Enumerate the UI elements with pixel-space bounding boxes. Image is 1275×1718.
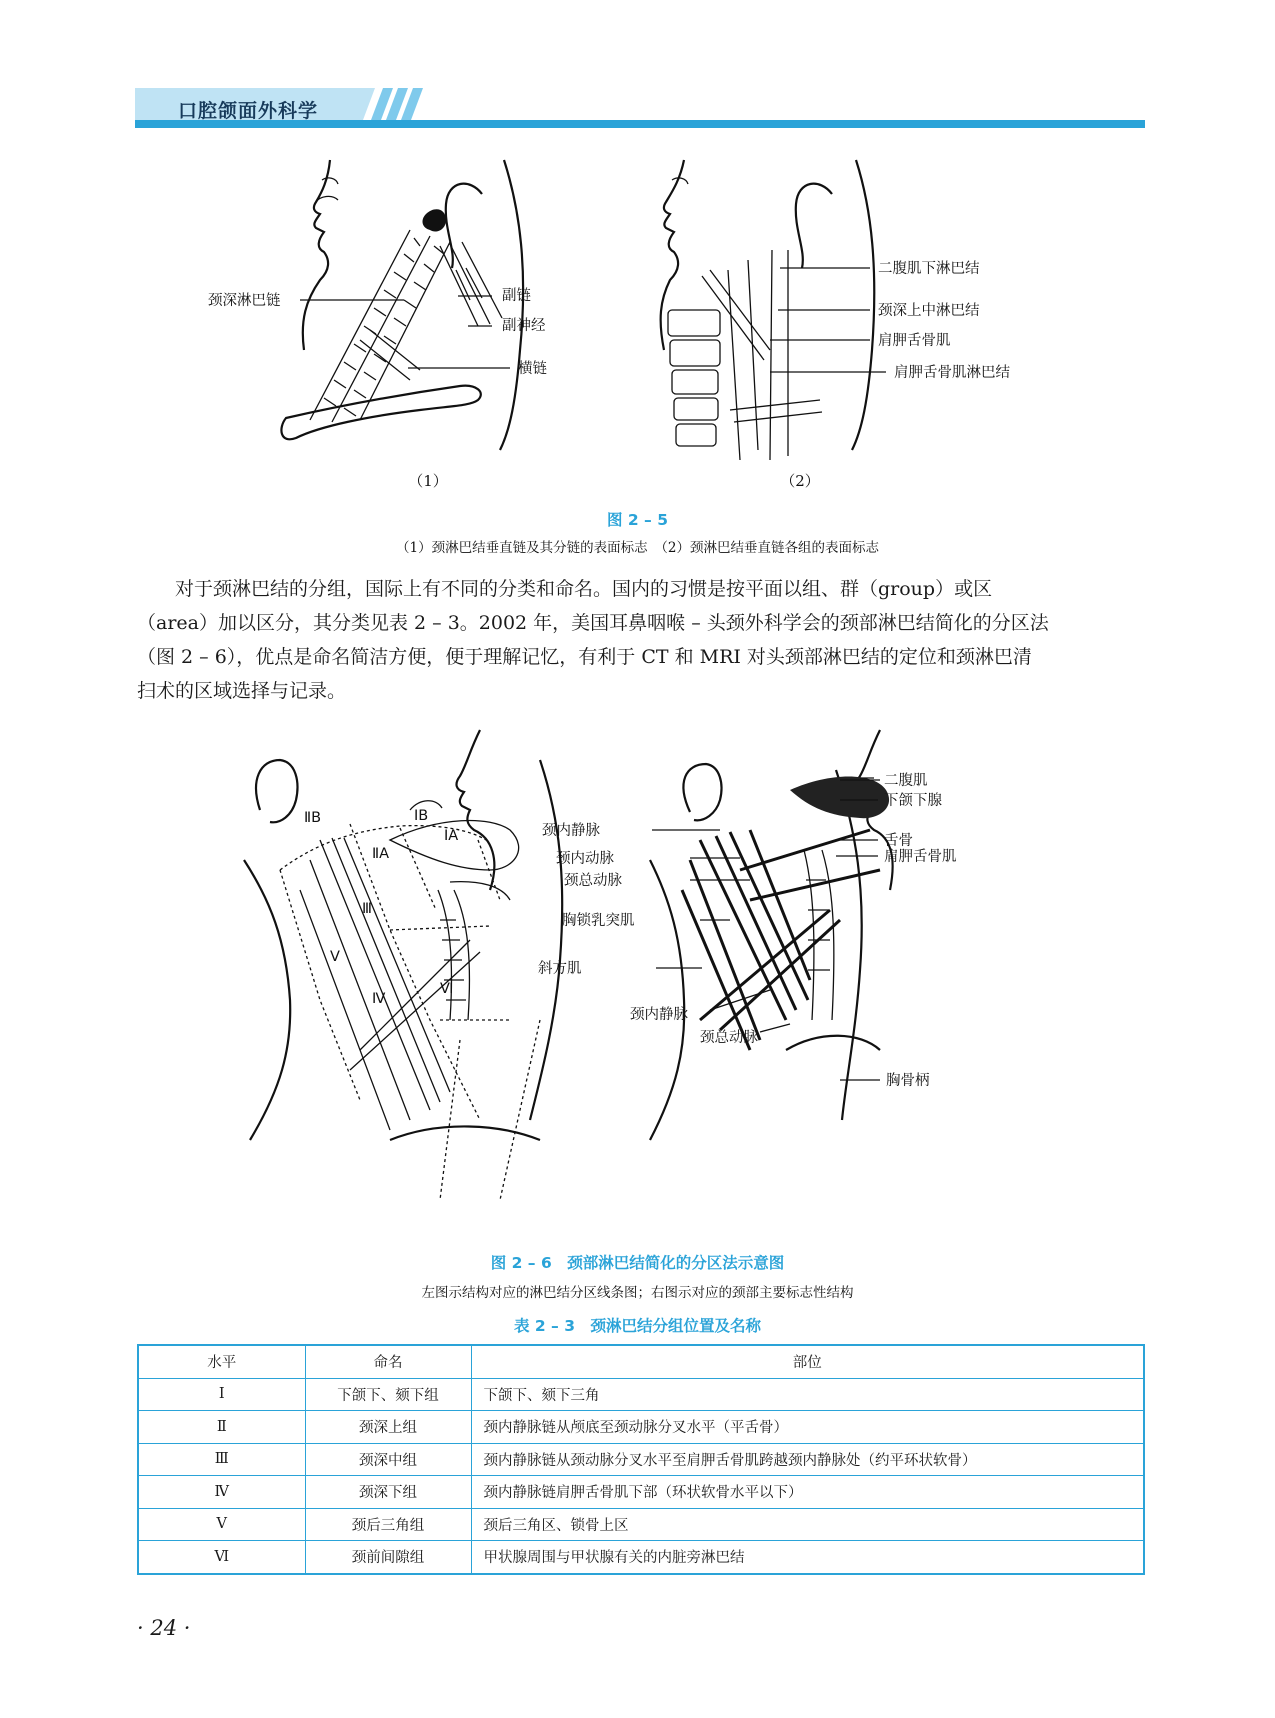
label-cc-artery-2: 颈总动脉 (700, 1030, 758, 1046)
table-row (138, 1541, 1144, 1574)
cell-name: 颈前间隙组 (305, 1541, 471, 1574)
cell-name: 颈深上组 (305, 1411, 471, 1444)
cell-name: 颈后三角组 (305, 1508, 471, 1541)
table-row (138, 1443, 1144, 1476)
cell-location: 甲状腺周围与甲状腺有关的内脏旁淋巴结 (471, 1541, 1144, 1574)
label-deep-chain: 颈深淋巴链 (208, 293, 281, 309)
sub-caption-2: （2） (780, 472, 820, 490)
table-row (138, 1508, 1144, 1541)
cell-location: 颈内静脉链肩胛舌骨肌下部（环状软骨水平以下） (471, 1476, 1144, 1509)
body-paragraph (137, 572, 1145, 708)
paragraph-line-1: 对于颈淋巴结的分组，国际上有不同的分类和命名。国内的习惯是按平面以组、群（group）或区 (175, 578, 993, 600)
level-V: Ⅴ (330, 949, 340, 965)
label-cc-artery: 颈总动脉 (564, 873, 622, 889)
table-row (138, 1411, 1144, 1444)
label-omohyoid: 肩胛舌骨肌 (878, 333, 951, 349)
page-number: · 24 · (137, 1616, 191, 1640)
figure-2-6-title: 图 2 – 6 颈部淋巴结简化的分区法示意图 (490, 1254, 785, 1272)
level-III: Ⅲ (362, 901, 372, 917)
cell-location: 颈后三角区、锁骨上区 (471, 1508, 1144, 1541)
table-row (138, 1476, 1144, 1509)
cell-level: Ⅳ (138, 1476, 305, 1509)
table-row (138, 1378, 1144, 1411)
cell-level: Ⅰ (138, 1378, 305, 1411)
cell-level: Ⅱ (138, 1411, 305, 1444)
header-location: 部位 (471, 1345, 1144, 1378)
paragraph-line-3: （图 2 – 6），优点是命名简洁方便，便于理解记忆，有利于 CT 和 MRI 对头颈部淋巴结的定位和颈淋巴清 (137, 646, 1032, 668)
cell-name: 颈深中组 (305, 1443, 471, 1476)
figure-2-5-left-illustration (208, 150, 580, 480)
sub-caption-1: （1） (408, 472, 448, 490)
label-submandibular: 下颌下腺 (884, 793, 942, 809)
level-VI: Ⅵ (440, 981, 454, 997)
cell-location: 下颌下、颏下三角 (471, 1378, 1144, 1411)
label-accessory-nerve: 副神经 (502, 318, 546, 334)
header-title: 口腔颌面外科学 (178, 100, 319, 122)
label-transverse-chain: 横链 (518, 361, 547, 377)
label-scm: 胸锁乳突肌 (562, 913, 635, 929)
level-IV: Ⅳ (372, 991, 386, 1007)
label-manubrium: 胸骨柄 (886, 1073, 930, 1089)
label-omohyoid-2: 肩胛舌骨肌 (884, 849, 957, 865)
label-trapezius: 斜方肌 (538, 961, 582, 977)
level-IA: ⅠA (444, 828, 459, 844)
cell-level: Ⅲ (138, 1443, 305, 1476)
paragraph-line-2: （area）加以区分，其分类见表 2 – 3。2002 年，美国耳鼻咽喉 – 头颈外科学会的颈部淋巴结简化的分区法 (137, 612, 1049, 634)
table-header-row (138, 1345, 1144, 1378)
cell-location: 颈内静脉链从颅底至颈动脉分叉水平（平舌骨） (471, 1411, 1144, 1444)
cell-name: 下颌下、颏下组 (305, 1378, 471, 1411)
figure-2-6-right-illustration (538, 720, 1060, 1190)
paragraph-line-4: 扫术的区域选择与记录。 (137, 680, 347, 702)
label-ij-vein-2: 颈内静脉 (630, 1007, 688, 1023)
figure-2-6-description: 左图示结构对应的淋巴结分区线条图；右图示对应的颈部主要标志性结构 (421, 1285, 854, 1301)
cell-level: Ⅵ (138, 1541, 305, 1574)
level-IIA: ⅡA (372, 846, 390, 862)
label-ij-vein: 颈内静脉 (542, 823, 600, 839)
lymph-node-table (137, 1344, 1145, 1575)
level-IIB: ⅡB (304, 810, 322, 826)
figure-2-5-right-illustration (620, 150, 1040, 480)
figure-2-5-title: 图 2 – 5 (606, 511, 668, 529)
cell-level: Ⅴ (138, 1508, 305, 1541)
header-name: 命名 (305, 1345, 471, 1378)
label-accessory-chain: 副链 (502, 288, 531, 304)
header-level: 水平 (138, 1345, 305, 1378)
table-2-3-title: 表 2 – 3 颈淋巴结分组位置及名称 (513, 1317, 761, 1335)
cell-name: 颈深下组 (305, 1476, 471, 1509)
label-digastric-node: 二腹肌下淋巴结 (878, 261, 980, 277)
label-upper-middle-node: 颈深上中淋巴结 (878, 303, 980, 319)
label-digastric: 二腹肌 (884, 773, 928, 789)
cell-location: 颈内静脉链从颈动脉分叉水平至肩胛舌骨肌跨越颈内静脉处（约平环状软骨） (471, 1443, 1144, 1476)
level-IB: ⅠB (414, 808, 429, 824)
figure-2-5-description: （1）颈淋巴结垂直链及其分链的表面标志 （2）颈淋巴结垂直链各组的表面标志 (396, 540, 879, 556)
label-omohyoid-node: 肩胛舌骨肌淋巴结 (894, 365, 1010, 381)
label-ic-artery: 颈内动脉 (556, 851, 614, 867)
label-hyoid: 舌骨 (884, 833, 913, 849)
